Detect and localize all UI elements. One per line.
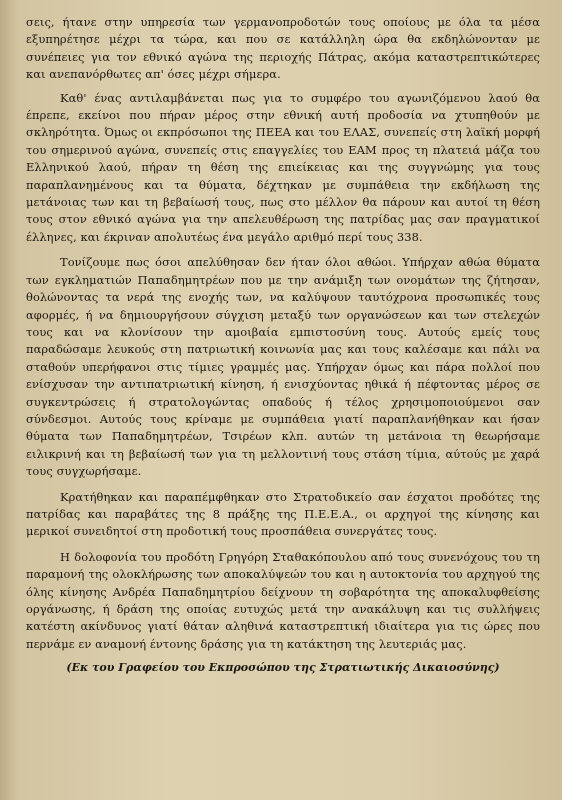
paragraph-leniency: Καθ' ένας αντιλαμβάνεται πως για το συμφέρο του αγωνιζόμενου λαού θα έπρεπε, εκείνοι που πήραν μέρος στην εθνική αυτή προδοσία να χτυπηθούν με σκληρότητα. Όμως οι εκπρόσωποι της ΠΕΕΑ και του ΕΛΑΣ, συνεπείς στη λαϊκή μορφή του σημερινού αγώνα, συνεπείς στις επαγγελίες του ΕΑΜ προς τη πλατειά μάζα του Ελληνικού λαού, πήραν τη θέση της επιείκειας και της συγγνώμης για τους παραπλανημένους και τα θύματα, δέχτηκαν με συμπάθεια την εκδήλωση της μετάνοιας των και τη βεβαίωσή τους, πως στο μέλλον θα πάρουν και αυτοί τη θέση τους στον εθνικό αγώνα για την απελευθέρωση της πατρίδας μας σαν πραγματικοί έλληνες, και έκριναν απολυτέως ένα μεγάλο αριθμό περί τους 338. (26, 90, 540, 244)
paragraph-opening: σεις, ήτανε στην υπηρεσία των γερμανοπροδοτών τους οποίους με όλα τα μέσα εξυπηρέτησε μέχρι τα τώρα, και που σε κατάλληλη ώρα θα εκδηλώνονταν με συνέπειες για τον εθνικό αγώνα της περιοχής Πάτρας, ακόμα καταστρεπτικώτερες και ανεπανόρθωτες απ' όσες μέχρι σήμερα. (26, 15, 540, 82)
paragraph-assassination: Η δολοφονία του προδότη Γρηγόρη Σταθακόπουλου από τους συνενόχους του τη παραμονή της ολοκλήρωσης των αποκαλύψεών του και η αυτοκτονία του αρχηγού της όλης κίνησης Ανδρέα Παπαδημητρίου δείχνουν τη σοβαρότητα της αποκαλυφθείσης οργάνωσης, ή δράση της οποίας ευτυχώς μετά την ανακάλυψη και τις συλλήψεις κατέστη ακίνδυνος γιατί θάταν αληθινά καταστρεπτική ιδιαίτερα για τις ώρες που περνάμε εν αναμονή έντονης δράσης για τη κατάκτηση της λευτεριάς μας. (26, 549, 540, 651)
paper-stain (0, 0, 18, 800)
signature-line: (Εκ του Γραφείου του Εκπροσώπου της Στρατιωτικής Δικαιοσύνης) (66, 661, 500, 675)
paragraph-court-martial: Κρατήθηκαν και παραπέμφθηκαν στο Στρατοδικείο σαν έσχατοι προδότες της πατρίδας και παραβάτες της 8 πράξης της Π.Ε.Ε.Α., οι αρχηγοί της κίνησης και μερικοί συνειδητοί στη προδοτική τους προσπάθεια συνεργάτες τους. (26, 489, 540, 539)
paragraph-not-innocent: Τονίζουμε πως όσοι απελύθησαν δεν ήταν όλοι αθώοι. Υπήρχαν αθώα θύματα των εγκληματιών Παπαδημητρέων που με την ανάμιξη των ονομάτων της ζήτησαν, θολώνοντας τα νερά της ενοχής των, να καλύψουν ταυτόχρονα προσωπικές τους αφορμές, ή να δημιουργήσουν σύγχιση μεταξύ των οργανώσεων και των στελεχών τους και να κλονίσουν την αμοιβαία εμπιστοσύνη τους. Αυτούς εμείς τους παραδώσαμε λευκούς στη πατριωτική κοινωνία μας και τους καλέσαμε και πάλι να σταθούν υπερήφανοι στις τίμιες γραμμές μας. Υπήρχαν όμως και πάρα πολλοί που ενίσχυσαν την αντιπατριωτική κίνηση, ή ενισχύοντας ηθικά ή πέφτοντας μέρος σε συγκεντρώσεις ή στρατολογώντας οπαδούς ή τέλος χρησιμοποιούμενοι σαν σύνδεσμοι. Αυτούς τους κρίναμε με συμπάθεια γιατί παραπλανήθηκαν και ήσαν θύματα των Παπαδημητρέων, Τσιρέων κλπ. αυτών τη μετάνοια τη θεωρήσαμε ειλικρινή και τη βεβαίωσή των για τη μελλοντινή τους στάση τίμια, αύτούς με χαρά τους συγχωρήσαμε. (26, 255, 540, 479)
